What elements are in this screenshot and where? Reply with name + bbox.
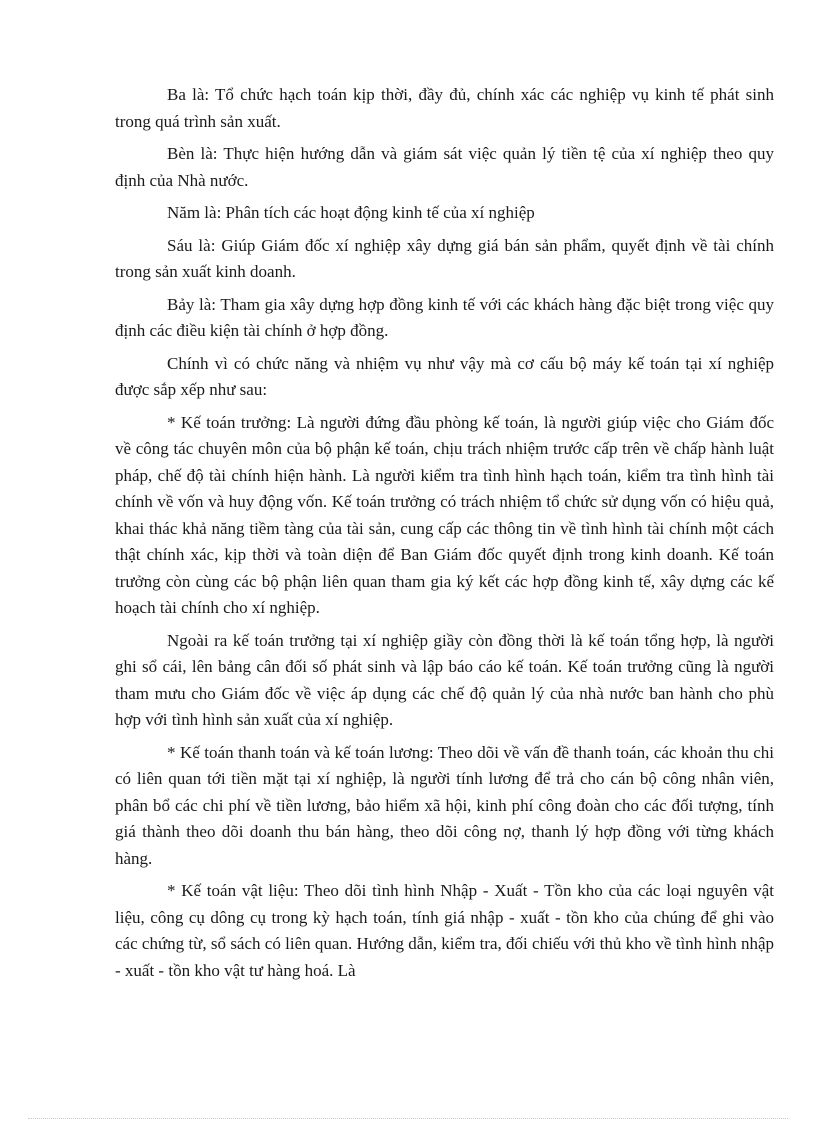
paragraph-co-cau: Chính vì có chức năng và nhiệm vụ như vậy mà cơ cấu bộ máy kế toán tại xí nghiệp được sắp xếp như sau: [115, 353, 774, 399]
document-page [115, 82, 774, 990]
paragraph-sau-la: Sáu là: Giúp Giám đốc xí nghiệp xây dựng giá bán sản phẩm, quyết định về tài chính trong sản xuất kinh doanh. [115, 235, 774, 281]
paragraph-nam-la: Năm là: Phân tích các hoạt động kinh tế của xí nghiệp [167, 203, 535, 222]
paragraph-bay-la: Bảy là: Tham gia xây dựng hợp đồng kinh tế với các khách hàng đặc biệt trong việc quy định các điều kiện tài chính ở hợp đồng. [115, 294, 774, 340]
page-bottom-divider [28, 1118, 788, 1119]
paragraph-ke-toan-vat-lieu: * Kế toán vật liệu: Theo dõi tình hình Nhập - Xuất - Tồn kho của các loại nguyên vật liệu, công cụ dông cụ trong kỳ hạch toán, tính giá nhập - xuất - tồn kho của chúng để ghi vào các chứng từ, sổ sách có liên quan. Hướng dẫn, kiểm tra, đối chiếu với thủ kho về tình hình nhập - xuất - tồn kho vật tư hàng hoá. Là [115, 881, 774, 980]
paragraph-ke-toan-thanh-toan: * Kế toán thanh toán và kế toán lương: Theo dõi về vấn đề thanh toán, các khoản thu chi có liên quan tới tiền mặt tại xí nghiệp, là người tính lương để trả cho cán bộ công nhân viên, phân bổ các chi phí về tiền lương, bảo hiểm xã hội, kinh phí công đoàn cho các đối tượng, tính giá thành theo dõi doanh thu bán hàng, theo dõi công nợ, thanh lý hợp đồng với từng khách hàng. [115, 742, 774, 868]
paragraph-ke-toan-truong: * Kế toán trưởng: Là người đứng đầu phòng kế toán, là người giúp việc cho Giám đốc về công tác chuyên môn của bộ phận kế toán, chịu trách nhiệm trước cấp trên về chấp hành luật pháp, chế độ tài chính hiện hành. Là người kiểm tra tình hình hạch toán, kiểm tra tình hình tài chính về vốn và huy động vốn. Kế toán trưởng có trách nhiệm tổ chức sử dụng vốn có hiệu quả, khai thác khả năng tiềm tàng của tài sản, cung cấp các thông tin về tình hình tài chính một cách thật chính xác, kịp thời và toàn diện để Ban Giám đốc quyết định trong kinh doanh. Kế toán trưởng còn cùng các bộ phận liên quan tham gia ký kết các hợp đồng kinh tế, xây dựng các kế hoạch tài chính cho xí nghiệp. [115, 412, 774, 617]
paragraph-bon-la: Bèn là: Thực hiện hướng dẫn và giám sát việc quản lý tiền tệ của xí nghiệp theo quy định của Nhà nước. [115, 144, 774, 190]
paragraph-ba-la: Ba là: Tổ chức hạch toán kịp thời, đầy đủ, chính xác các nghiệp vụ kinh tế phát sinh trong quá trình sản xuất. [115, 85, 774, 131]
paragraph-ngoai-ra: Ngoài ra kế toán trưởng tại xí nghiệp giầy còn đồng thời là kế toán tổng hợp, là người ghi sổ cái, lên bảng cân đối số phát sinh và lập báo cáo kế toán. Kế toán trưởng cũng là người tham mưu cho Giám đốc về việc áp dụng các chế độ quản lý của nhà nước ban hành cho phù hợp với tình hình sản xuất của xí nghiệp. [115, 630, 774, 729]
